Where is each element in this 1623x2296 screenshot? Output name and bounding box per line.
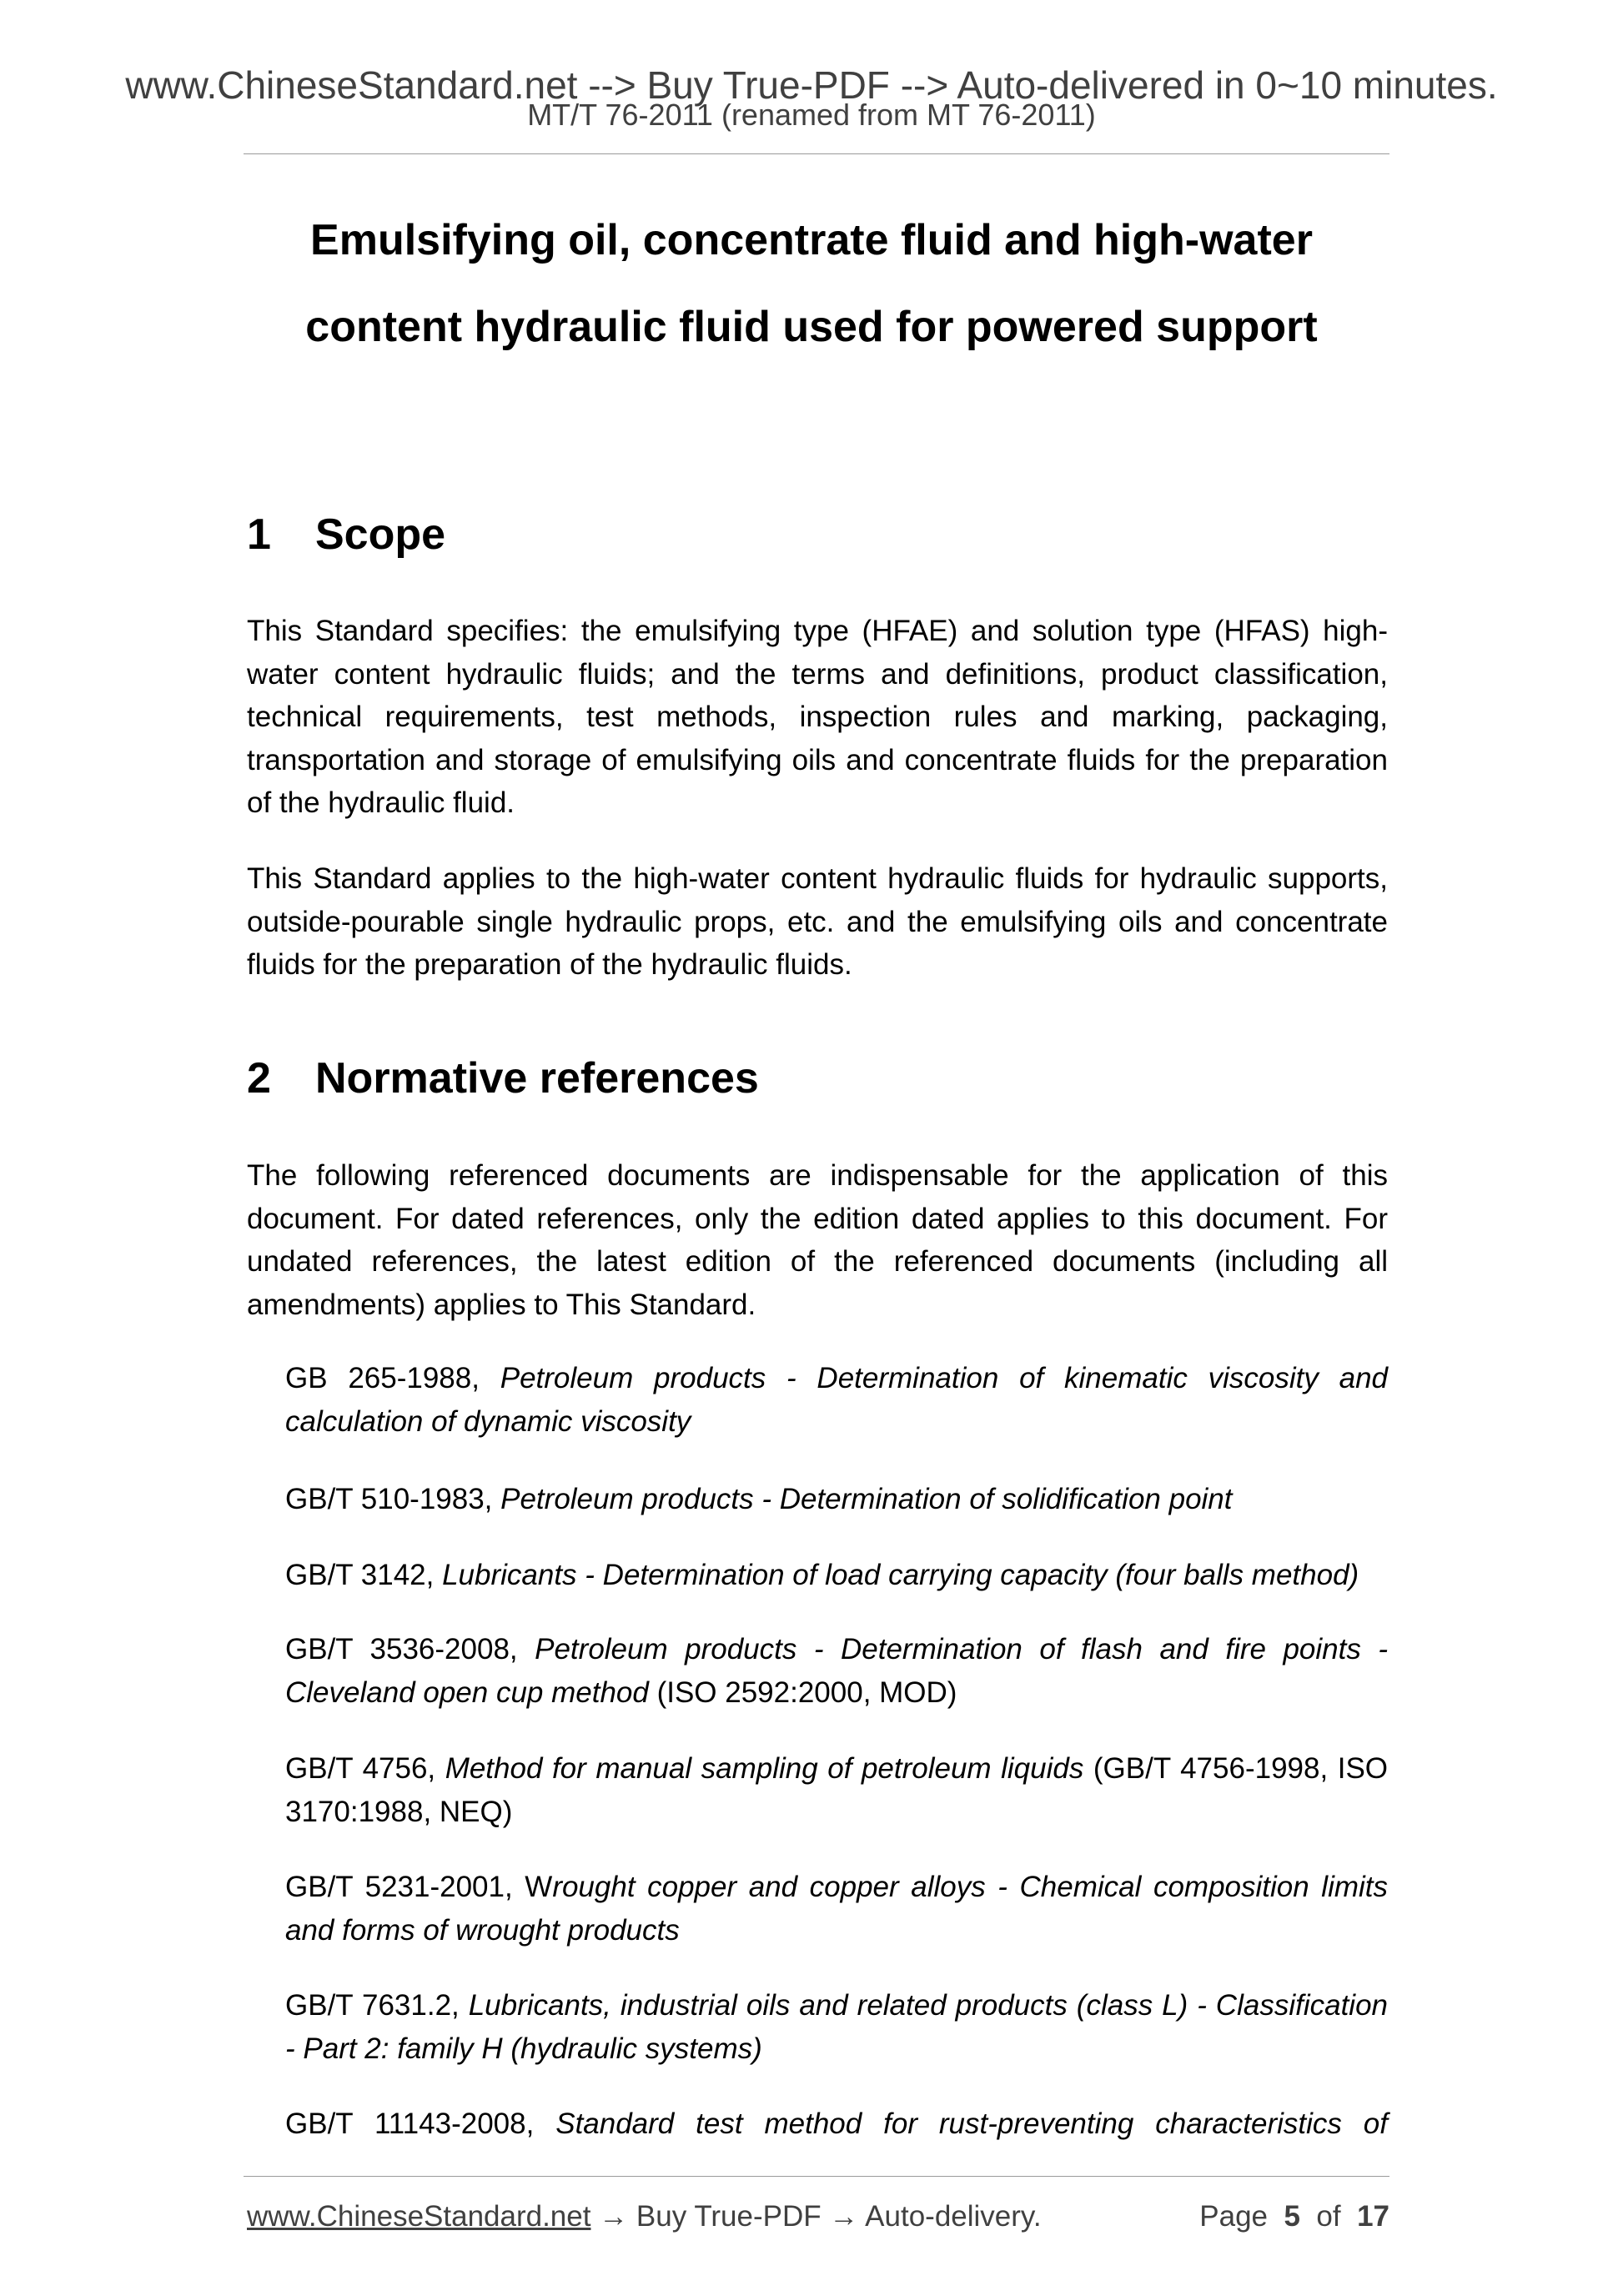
reference-title: Lubricants, industrial oils and related products (class L) - Classification - Part 2: family H (hydraulic systems) [285,1989,1388,2065]
reference-item [285,1357,1388,1443]
reference-code: GB/T 5231-2001, W [285,1871,553,1903]
page-indicator [1199,2198,1389,2235]
reference-title: Petroleum products - Determination of flash and fire points - Cleveland open cup method [285,1633,1388,1709]
reference-title: Petroleum products - Determination of kinematic viscosity and calculation of dynamic viscosity [285,1362,1389,1438]
reference-code: GB/T 3142, [285,1559,443,1591]
reference-item [285,1984,1388,2070]
reference-item [285,1628,1388,1714]
document-title-line-1: Emulsifying oil, concentrate fluid and high-water [310,216,1313,264]
reference-suffix: (ISO 2592:2000, MOD) [648,1676,957,1709]
section-number: 2 [247,1054,271,1103]
section-heading-scope [247,510,445,560]
header-divider [244,153,1389,154]
reference-code: GB/T 3536-2008, [285,1633,535,1665]
reference-code: GB/T 11143-2008, [285,2108,556,2140]
normative-references-intro: The following referenced documents are indispensable for the application of this document. For dated references, only the edition dated applies to this document. For undated references, the latest edition of the referenced documents (including all amendments) applies to This Standard. [247,1159,1388,1321]
page-label: Page [1199,2200,1269,2233]
reference-title: Lubricants - Determination of load carrying capacity (four balls method) [442,1559,1359,1591]
reference-title: rought copper and copper alloys - Chemical composition limits and forms of wrought products [285,1871,1388,1947]
reference-item [285,1554,1388,1597]
footer [247,2198,1389,2235]
reference-code: GB/T 7631.2, [285,1989,469,2022]
section-title: Scope [315,510,446,559]
reference-suffix: (GB/T 4756-1998, ISO 3170:1988, NEQ) [285,1752,1389,1828]
scope-paragraph-1: This Standard specifies: the emulsifying type (HFAE) and solution type (HFAS) high-water content hydraulic fluids; and the terms and definitions, product classification, technical requirements, test methods, inspection rules and marking, packaging, transportation and storage of emulsifying oils and concentrate fluids for the preparation of the hydraulic fluid. [247,615,1388,819]
section-number: 1 [247,510,271,559]
header-url-line: www.ChineseStandard.net --> Buy True-PDF --> Auto-delivered in 0~10 minutes. [125,63,1498,107]
footer-site-link[interactable]: www.ChineseStandard.net [247,2200,591,2233]
page-total: 17 [1357,2200,1389,2233]
reference-title: Method for manual sampling of petroleum liquids [445,1752,1084,1785]
reference-code: GB/T 510-1983, [285,1483,501,1515]
section-heading-normative-references [247,1053,759,1103]
page-of-label: of [1316,2200,1341,2233]
page-number: 5 [1284,2200,1300,2233]
reference-item [285,1747,1388,1833]
reference-code: GB/T 4756, [285,1752,445,1785]
section-title: Normative references [315,1054,759,1103]
document-title-line-2: content hydraulic fluid used for powered support [305,303,1318,351]
scope-paragraph-2: This Standard applies to the high-water content hydraulic fluids for hydraulic supports, outside-pourable single hydraulic props, etc. and the emulsifying oils and concentrate fluids for the preparation of the hydraulic fluids. [247,862,1388,981]
document-title [200,197,1423,370]
reference-item [285,2103,1388,2146]
footer-tagline: → Buy True-PDF → Auto-delivery. [590,2200,1042,2233]
reference-code: GB 265-1988, [285,1362,500,1394]
reference-item [285,1478,1388,1521]
reference-title: Standard test method for rust-preventing characteristics of [555,2108,1388,2140]
header-standard-number: MT/T 76-2011 (renamed from MT 76-2011) [527,98,1096,132]
reference-item [285,1866,1388,1952]
footer-divider [244,2176,1389,2177]
reference-title: Petroleum products - Determination of solidification point [500,1483,1233,1515]
